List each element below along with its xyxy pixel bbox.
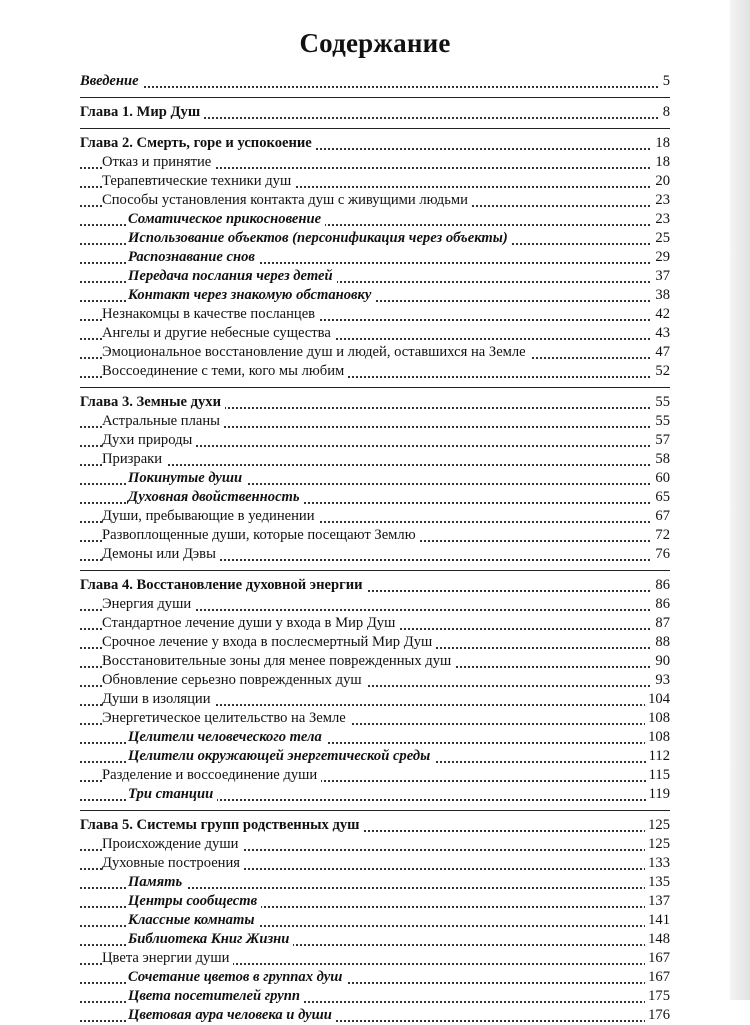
toc-subentry[interactable] bbox=[80, 968, 670, 987]
entry-title: Происхождение души bbox=[102, 836, 242, 852]
leader-dots bbox=[80, 464, 670, 466]
toc-entry[interactable] bbox=[80, 431, 670, 450]
entry-title: Астральные планы bbox=[102, 413, 224, 429]
entry-title: Глава 2. Смерть, горе и успокоение bbox=[80, 135, 316, 151]
entry-title: Память bbox=[128, 874, 186, 890]
page-number: 90 bbox=[652, 652, 670, 671]
leader-dots bbox=[80, 86, 670, 88]
toc-entry[interactable] bbox=[80, 766, 670, 785]
entry-title: Соматическое прикосновение bbox=[128, 211, 325, 227]
page-number: 86 bbox=[652, 576, 670, 595]
page-number: 115 bbox=[646, 766, 670, 785]
toc-chapter-entry[interactable] bbox=[80, 576, 670, 595]
toc-subentry[interactable] bbox=[80, 930, 670, 949]
toc-chapter-entry[interactable] bbox=[80, 134, 670, 153]
toc-entry[interactable] bbox=[80, 633, 670, 652]
page-number: 25 bbox=[652, 229, 670, 248]
page-number: 43 bbox=[652, 324, 670, 343]
toc-chapter-entry[interactable] bbox=[80, 72, 670, 91]
entry-title: Использование объектов (персонификация через объекты) bbox=[128, 230, 512, 246]
page-number: 18 bbox=[652, 134, 670, 153]
entry-title: Разделение и воссоединение души bbox=[102, 767, 321, 783]
page-number: 175 bbox=[645, 987, 670, 1006]
page-number: 29 bbox=[652, 248, 670, 267]
entry-title: Ангелы и другие небесные существа bbox=[102, 325, 335, 341]
page-number: 86 bbox=[652, 595, 670, 614]
toc-entry[interactable] bbox=[80, 412, 670, 431]
toc-section bbox=[80, 134, 670, 381]
page-number: 67 bbox=[652, 507, 670, 526]
page-number: 23 bbox=[652, 210, 670, 229]
entry-title: Три станции bbox=[128, 786, 217, 802]
entry-title: Целители окружающей энергетической среды bbox=[128, 748, 434, 764]
entry-title: Глава 5. Системы групп родственных душ bbox=[80, 817, 363, 833]
section-divider bbox=[80, 97, 670, 98]
page-number: 93 bbox=[652, 671, 670, 690]
toc-section bbox=[80, 816, 670, 1025]
page-number: 72 bbox=[652, 526, 670, 545]
toc-subentry[interactable] bbox=[80, 286, 670, 305]
entry-title: Энергия души bbox=[102, 596, 195, 612]
entry-title: Души, пребывающие в уединении bbox=[102, 508, 319, 524]
entry-title: Сочетание цветов в группах душ bbox=[128, 969, 346, 985]
section-divider bbox=[80, 128, 670, 129]
entry-title: Цвета посетителей групп bbox=[128, 988, 304, 1004]
toc-entry[interactable] bbox=[80, 172, 670, 191]
page-number: 104 bbox=[645, 690, 670, 709]
entry-title: Восстановительные зоны для менее поврежденных душ bbox=[102, 653, 455, 669]
toc-entry[interactable] bbox=[80, 305, 670, 324]
toc-chapter-entry[interactable] bbox=[80, 816, 670, 835]
toc-subentry[interactable] bbox=[80, 267, 670, 286]
toc-entry[interactable] bbox=[80, 854, 670, 873]
page-number: 60 bbox=[652, 469, 670, 488]
toc-entry[interactable] bbox=[80, 526, 670, 545]
entry-title: Развоплощенные души, которые посещают Землю bbox=[102, 527, 420, 543]
page-number: 55 bbox=[652, 393, 670, 412]
toc-entry[interactable] bbox=[80, 949, 670, 968]
page-number: 8 bbox=[660, 103, 670, 122]
page-number: 88 bbox=[652, 633, 670, 652]
toc-subentry[interactable] bbox=[80, 987, 670, 1006]
page-number: 57 bbox=[652, 431, 670, 450]
toc-entry[interactable] bbox=[80, 343, 670, 362]
toc-entry[interactable] bbox=[80, 614, 670, 633]
page-number: 148 bbox=[645, 930, 670, 949]
toc-entry[interactable] bbox=[80, 690, 670, 709]
toc-subentry[interactable] bbox=[80, 469, 670, 488]
entry-title: Демоны или Дэвы bbox=[102, 546, 220, 562]
entry-title: Воссоединение с теми, кого мы любим bbox=[102, 363, 348, 379]
page-number: 38 bbox=[652, 286, 670, 305]
entry-title: Призраки bbox=[102, 451, 166, 467]
section-divider bbox=[80, 810, 670, 811]
page-number: 108 bbox=[645, 728, 670, 747]
page-number: 5 bbox=[660, 72, 670, 91]
page-number: 141 bbox=[645, 911, 670, 930]
entry-title: Глава 1. Мир Душ bbox=[80, 104, 204, 120]
page-number: 133 bbox=[645, 854, 670, 873]
entry-title: Глава 3. Земные духи bbox=[80, 394, 225, 410]
page-number: 135 bbox=[645, 873, 670, 892]
page-number: 47 bbox=[652, 343, 670, 362]
entry-title: Классные комнаты bbox=[128, 912, 258, 928]
toc-subentry[interactable] bbox=[80, 911, 670, 930]
section-divider bbox=[80, 387, 670, 388]
toc-section bbox=[80, 576, 670, 804]
toc-subentry[interactable] bbox=[80, 747, 670, 766]
toc-entry[interactable] bbox=[80, 362, 670, 381]
page-number: 167 bbox=[645, 968, 670, 987]
page-number: 108 bbox=[645, 709, 670, 728]
entry-title: Эмоциональное восстановление душ и людей, оставшихся на Земле bbox=[102, 344, 530, 360]
page-number: 125 bbox=[645, 816, 670, 835]
page-number: 58 bbox=[652, 450, 670, 469]
toc-entry[interactable] bbox=[80, 191, 670, 210]
entry-title: Целители человеческого тела bbox=[128, 729, 326, 745]
entry-title: Способы установления контакта душ с живущими людьми bbox=[102, 192, 472, 208]
entry-title: Энергетическое целительство на Земле bbox=[102, 710, 350, 726]
toc-entry[interactable] bbox=[80, 835, 670, 854]
toc-entry[interactable] bbox=[80, 709, 670, 728]
toc-subentry[interactable] bbox=[80, 229, 670, 248]
toc-subentry[interactable] bbox=[80, 892, 670, 911]
toc-section bbox=[80, 103, 670, 122]
entry-title: Духовные построения bbox=[102, 855, 244, 871]
toc-entry[interactable] bbox=[80, 545, 670, 564]
entry-title: Обновление серьезно поврежденных душ bbox=[102, 672, 366, 688]
toc-section bbox=[80, 72, 670, 91]
toc-entry[interactable] bbox=[80, 671, 670, 690]
page-number: 65 bbox=[652, 488, 670, 507]
toc-entry[interactable] bbox=[80, 652, 670, 671]
entry-title: Отказ и принятие bbox=[102, 154, 215, 170]
page-number: 18 bbox=[652, 153, 670, 172]
page-edge bbox=[730, 0, 750, 1000]
page-number: 167 bbox=[645, 949, 670, 968]
entry-title: Контакт через знакомую обстановку bbox=[128, 287, 375, 303]
page-number: 23 bbox=[652, 191, 670, 210]
toc-entry[interactable] bbox=[80, 450, 670, 469]
entry-title: Духи природы bbox=[102, 432, 196, 448]
section-divider bbox=[80, 570, 670, 571]
toc-section bbox=[80, 393, 670, 564]
toc-subentry[interactable] bbox=[80, 248, 670, 267]
page-number: 20 bbox=[652, 172, 670, 191]
toc-entry[interactable] bbox=[80, 153, 670, 172]
page-number: 137 bbox=[645, 892, 670, 911]
entry-title: Покинутые души bbox=[128, 470, 246, 486]
toc-subentry[interactable] bbox=[80, 1006, 670, 1025]
entry-title: Срочное лечение у входа в послесмертный Мир Душ bbox=[102, 634, 436, 650]
entry-title: Центры сообществ bbox=[128, 893, 261, 909]
toc-subentry[interactable] bbox=[80, 785, 670, 804]
toc-chapter-entry[interactable] bbox=[80, 103, 670, 122]
entry-title: Цветовая аура человека и души bbox=[128, 1007, 336, 1023]
page-number: 119 bbox=[646, 785, 670, 804]
entry-title: Незнакомцы в качестве посланцев bbox=[102, 306, 319, 322]
page-number: 87 bbox=[652, 614, 670, 633]
toc-subentry[interactable] bbox=[80, 488, 670, 507]
entry-title: Души в изоляции bbox=[102, 691, 215, 707]
toc-entry[interactable] bbox=[80, 507, 670, 526]
toc-subentry[interactable] bbox=[80, 728, 670, 747]
page-number: 76 bbox=[652, 545, 670, 564]
entry-title: Библиотека Книг Жизни bbox=[128, 931, 293, 947]
page-number: 125 bbox=[645, 835, 670, 854]
table-of-contents bbox=[80, 72, 670, 1025]
entry-title: Терапевтические техники душ bbox=[102, 173, 295, 189]
toc-subentry[interactable] bbox=[80, 210, 670, 229]
page-number: 42 bbox=[652, 305, 670, 324]
entry-title: Стандартное лечение души у входа в Мир Душ bbox=[102, 615, 399, 631]
page-number: 37 bbox=[652, 267, 670, 286]
entry-title: Передача послания через детей bbox=[128, 268, 337, 284]
page-number: 176 bbox=[645, 1006, 670, 1025]
page-title: Содержание bbox=[299, 28, 451, 58]
page-number: 112 bbox=[646, 747, 670, 766]
entry-title: Введение bbox=[80, 73, 143, 89]
entry-title: Цвета энергии души bbox=[102, 950, 233, 966]
toc-chapter-entry[interactable] bbox=[80, 393, 670, 412]
page-number: 55 bbox=[652, 412, 670, 431]
toc-entry[interactable] bbox=[80, 324, 670, 343]
entry-title: Распознавание снов bbox=[128, 249, 259, 265]
toc-entry[interactable] bbox=[80, 595, 670, 614]
entry-title: Духовная двойственность bbox=[128, 489, 304, 505]
toc-subentry[interactable] bbox=[80, 873, 670, 892]
entry-title: Глава 4. Восстановление духовной энергии bbox=[80, 577, 367, 593]
page-number: 52 bbox=[652, 362, 670, 381]
